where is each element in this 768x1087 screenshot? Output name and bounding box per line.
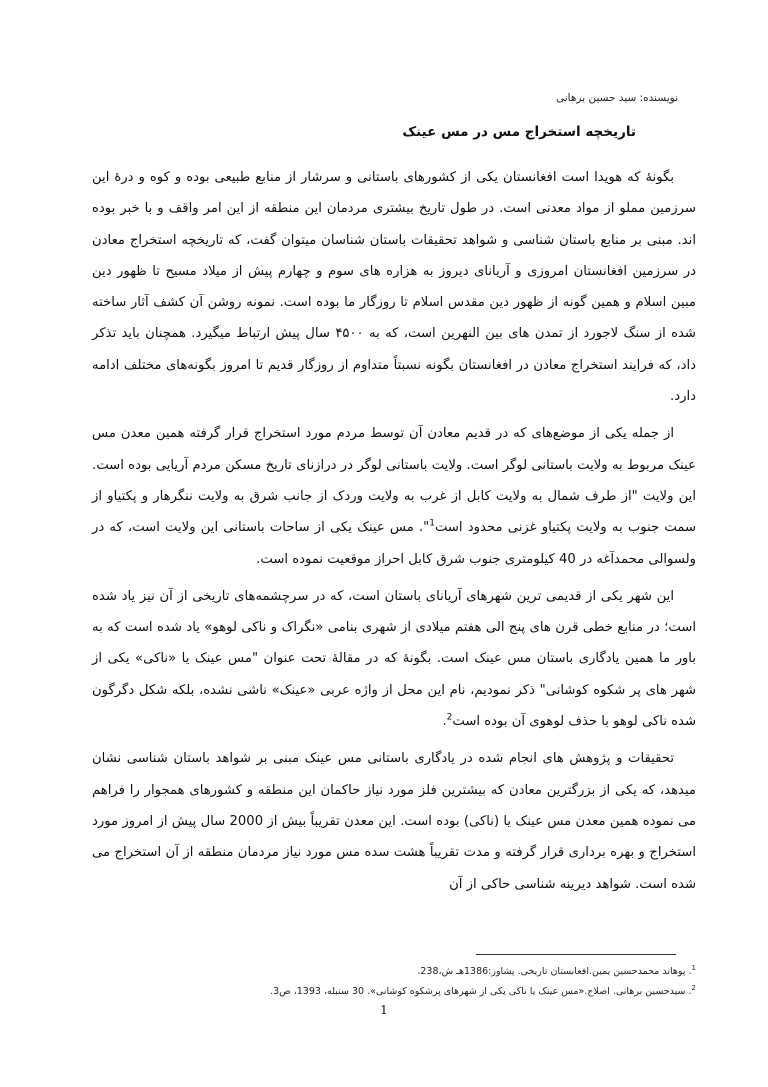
paragraph-3	[92, 581, 696, 737]
document-title: تاریخچه استخراج مس در مس عینک	[402, 124, 636, 140]
paragraph-1-text: بگونهٔ که هویدا است افغانستان یکی از کشورهای باستانی و سرشار از منابع طبیعی بوده و کوه و درهٔ این سرزمین مملو از مواد معدنی است. در طول تاریخ بیشتری مردمان این منطقه از این امر واقف و با خبر بوده اند. مبنی بر منابع باستان شناسی و شواهد تحقیقات باستان شناسان میتوان گفت، که تاریخچه استخراج معادن در سرزمین افغانستان امروزی و آریانای دیروز به هزاره های سوم و چهارم پیش از میلاد مسیح تا ظهور دین مبین اسلام و همین گونه از ظهور دین مقدس اسلام تا روزگار ما بوده است. نمونه روشن آن کشف آثار ساخته شده از سنگ لاجورد از تمدن های بین النهرین است، که به ۴۵۰۰ سال پیش ارتباط میگیرد. همچنان باید تذکر داد، که فرایند استخراج معادن در افغانستان بگونه نسبتاً متداوم از روزگار قدیم تا امروز بگونه‌های مختلف ادامه دارد.	[92, 170, 696, 405]
footnote-text: . پوهاند محمدحسین یمین.افغانستان تاریخی. پشاور:1386هـ ش،238.	[417, 966, 692, 978]
paragraph-4	[92, 743, 696, 899]
paragraph-3-text: این شهر یکی از قدیمی ترین شهرهای آریانای باستان است، که در سرچشمه‌های تاریخی از آن نیز یاد شده است؛ در منابع خطی قرن های پنج الی هفتم میلادی از شهری بنامی «نگراک و ناکی لوهو» یاد شده است که به باور ما همین یادگاری باستان مس عینک است. بگونهٔ که در مقالهٔ تحت عنوان "مس عینک یا «ناکی» یکی از شهر های پر شکوه کوشانی" ذکر نمودیم، نام این محل از واژه عربی «عینک» ناشی نشده، بلکه شکل دگرگون شده ناکی لوهو با حذف لوهوی آن بوده است	[92, 588, 696, 730]
paragraph-2	[92, 418, 696, 574]
author-line: نویسنده: سید حسین برهانی	[556, 92, 678, 104]
footnote-1	[92, 960, 696, 980]
paragraph-1	[92, 162, 696, 412]
body-text	[92, 162, 696, 906]
footnotes	[92, 960, 696, 1000]
footnote-separator	[476, 954, 676, 955]
footnote-text: . سیدحسین برهانی. اصلاح.«مس عینک یا ناکی یکی از شهرهای پرشکوه کوشانی». 30 سنبله، 1393، ص3.	[270, 986, 692, 998]
footnote-number: 1	[691, 964, 696, 972]
paragraph-2-text: از جمله یکی از موضع‌های که در قدیم معادن آن توسط مردم مورد استخراج قرار گرفته همین معدن مس عینک مربوط به ولایت باستانی لوگر است. ولایت باستانی لوگر در درازنای تاریخ مسکن مردم آریایی بوده است. این ولایت "از طرف شمال به ولایت کابل از غرب به ولایت وردک از جانب شرق به ولایت ننگرهار و پکتیاو از سمت جنوب به ولایت پکتیاو غزنی محدود است	[92, 426, 696, 536]
footnote-ref-2[interactable]: 2	[446, 712, 453, 723]
footnote-2	[92, 980, 696, 1000]
page-number: 1	[380, 1003, 388, 1017]
footnote-number: 2	[691, 984, 696, 993]
paragraph-2-tail: ". مس عینک یکی از ساحات باستانی این ولایت است، که در ولسوالی محمدآغه در 40 کیلومتری جنوب شرق کابل احراز موقعیت نموده است.	[92, 520, 696, 567]
paragraph-4-text: تحقیقات و پژوهش های انجام شده در یادگاری باستانی مس عینک مبنی بر شواهد باستان شناسی نشان میدهد، که یکی از بزرگترین معادن که بیشترین فلز مورد نیاز حاکمان این منطقه و کشورهای همجوار را فراهم می نموده همین معدن مس عینک یا (ناکی) بوده است. این معدن تقریباً بیش از 2000 سال پیش از امروز مورد استخراج و بهره برداری قرار گرفته و مدت تقریباً هشت سده مس مورد نیاز مردمان منطقه از آن استخراج می شده است. شواهد دیرینه شناسی حاکی از آن	[92, 751, 696, 892]
footnote-ref-1[interactable]: 1	[429, 518, 435, 529]
paragraph-3-tail: .	[442, 714, 447, 730]
